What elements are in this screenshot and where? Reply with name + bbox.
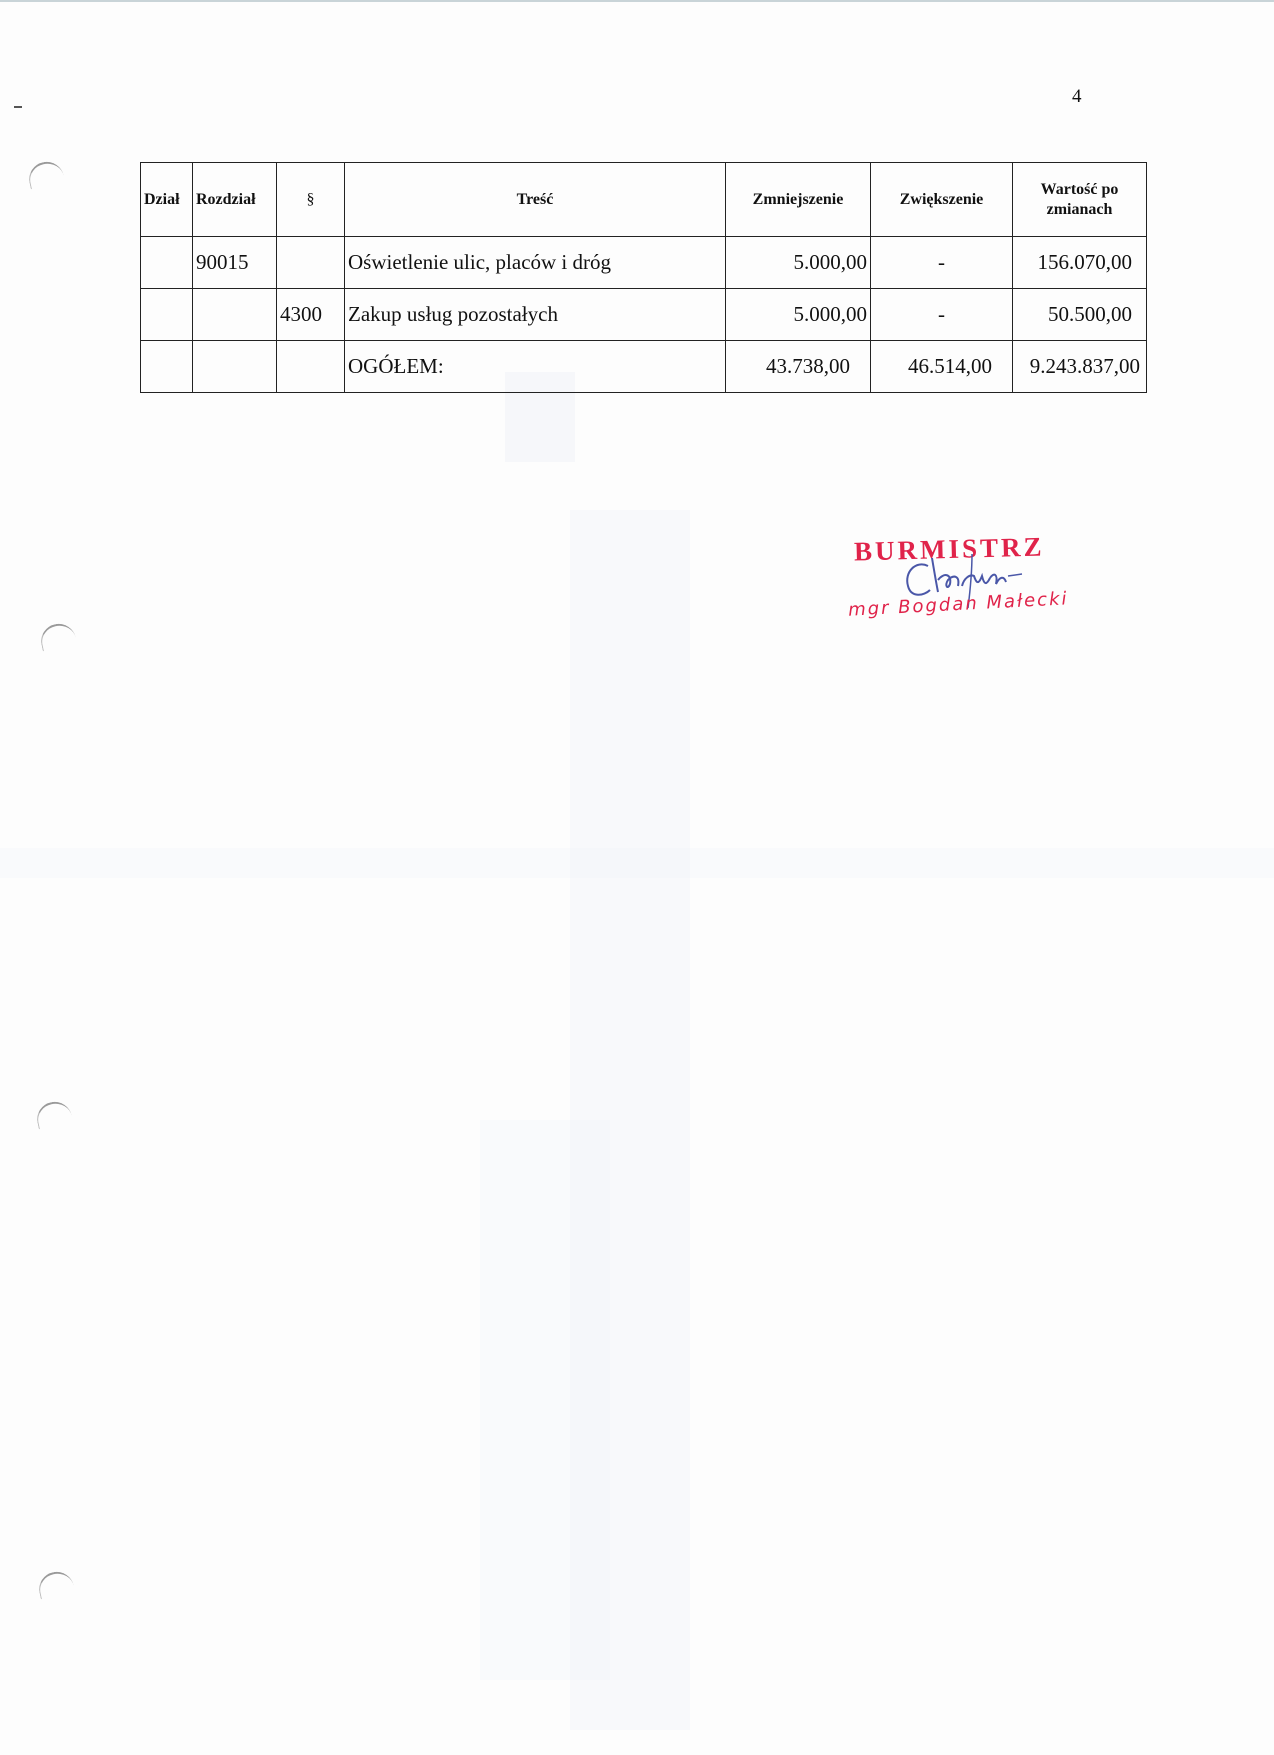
cell-zwiekszenie: - — [871, 289, 1013, 341]
stamp-name: mgr Bogdan Małecki — [847, 588, 1069, 621]
header-zmniejszenie: Zmniejszenie — [726, 163, 871, 237]
total-label: OGÓŁEM: — [345, 341, 726, 393]
scan-top-edge — [0, 0, 1274, 2]
table-row — [141, 289, 1147, 341]
cell-rozdzial — [193, 289, 277, 341]
table-total-row — [141, 341, 1147, 393]
cell-wartosc: 50.500,00 — [1013, 289, 1147, 341]
mayor-stamp — [848, 528, 1068, 638]
cell-rozdzial: 90015 — [193, 237, 277, 289]
scan-shade-band — [0, 848, 1274, 878]
table-header-row — [141, 163, 1147, 237]
scan-dash-mark — [14, 106, 22, 108]
header-rozdzial: Rozdział — [193, 163, 277, 237]
cell-zmniejszenie: 5.000,00 — [726, 289, 871, 341]
punch-hole-mark-3 — [34, 1099, 73, 1130]
cell-zwiekszenie: - — [871, 237, 1013, 289]
table-row — [141, 237, 1147, 289]
header-paragraf: § — [277, 163, 345, 237]
page-number: 4 — [1072, 86, 1082, 107]
punch-hole-mark-2 — [38, 621, 77, 652]
cell-dzial — [141, 341, 193, 393]
cell-dzial — [141, 289, 193, 341]
cell-zmniejszenie: 5.000,00 — [726, 237, 871, 289]
punch-hole-mark-4 — [36, 1569, 75, 1600]
total-zmniejszenie: 43.738,00 — [726, 341, 871, 393]
cell-paragraf — [277, 237, 345, 289]
cell-rozdzial — [193, 341, 277, 393]
header-zwiekszenie: Zwiększenie — [871, 163, 1013, 237]
stamp-title: BURMISTRZ — [853, 531, 1045, 567]
cell-tresc: Oświetlenie ulic, placów i dróg — [345, 237, 726, 289]
cell-wartosc: 156.070,00 — [1013, 237, 1147, 289]
punch-hole-mark-1 — [26, 159, 65, 190]
cell-paragraf: 4300 — [277, 289, 345, 341]
budget-table — [140, 162, 1147, 393]
total-wartosc: 9.243.837,00 — [1013, 341, 1147, 393]
header-wartosc: Wartość po zmianach — [1013, 163, 1147, 237]
cell-tresc: Zakup usług pozostałych — [345, 289, 726, 341]
total-zwiekszenie: 46.514,00 — [871, 341, 1013, 393]
cell-dzial — [141, 237, 193, 289]
header-tresc: Treść — [345, 163, 726, 237]
scan-shade-lower — [480, 1120, 610, 1680]
scan-shade-column — [570, 510, 690, 1730]
cell-paragraf — [277, 341, 345, 393]
header-dzial: Dział — [141, 163, 193, 237]
